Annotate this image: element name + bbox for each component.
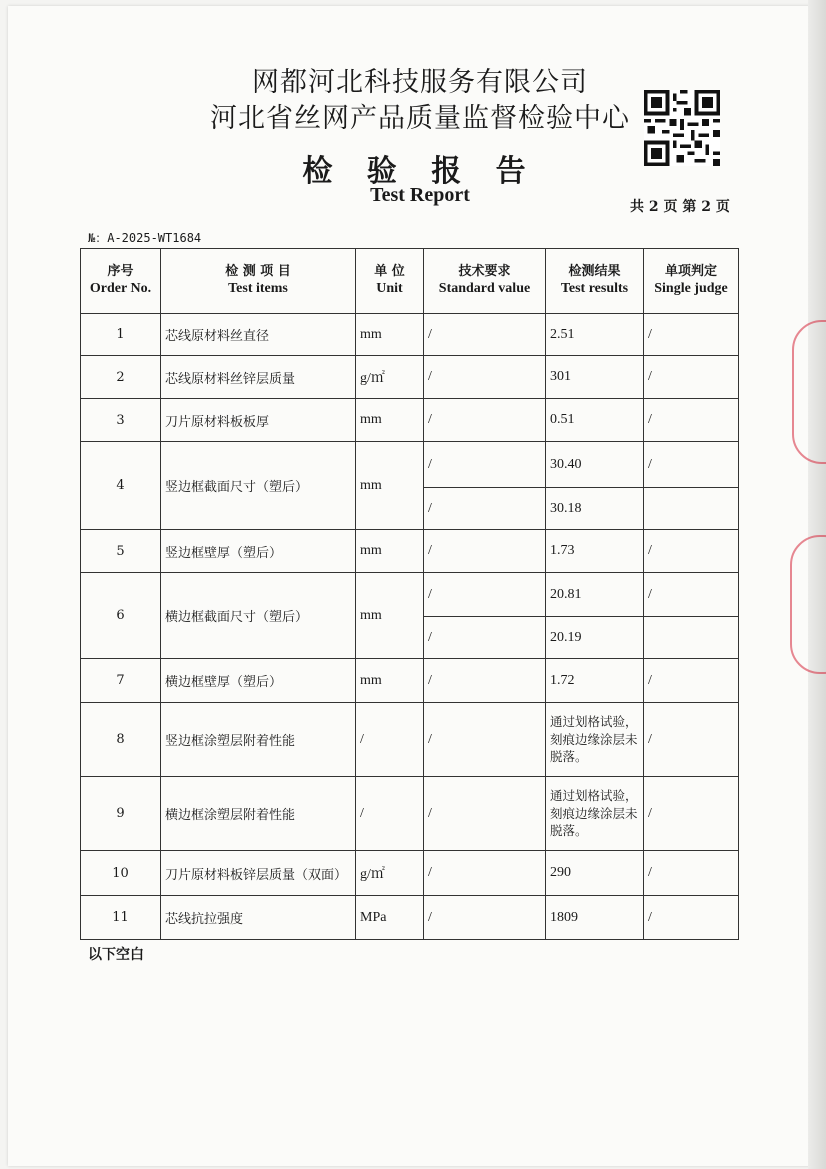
unit: g/㎡ <box>356 851 424 896</box>
order-no: 1 <box>81 314 161 356</box>
test-result: 30.18 <box>546 488 644 530</box>
unit: / <box>356 703 424 777</box>
unit: mm <box>356 573 424 659</box>
order-no: 3 <box>81 399 161 442</box>
test-item: 竖边框涂塑层附着性能 <box>161 703 356 777</box>
company-name: 网都河北科技服务有限公司 <box>252 67 588 98</box>
table-row <box>81 356 739 399</box>
single-judge-empty <box>644 488 739 530</box>
standard-value: / <box>424 851 546 896</box>
standard-value: / <box>424 356 546 399</box>
col-test-items: 检 测 项 目 Test items <box>161 249 356 314</box>
table-row <box>81 659 739 703</box>
standard-value: / <box>424 573 546 617</box>
unit: MPa <box>356 896 424 940</box>
order-no: 7 <box>81 659 161 703</box>
single-judge: / <box>644 573 739 617</box>
single-judge: / <box>644 356 739 399</box>
col-single-judge: 单项判定 Single judge <box>644 249 739 314</box>
col-order-no: 序号 Order No. <box>81 249 161 314</box>
test-item: 芯线抗拉强度 <box>161 896 356 940</box>
standard-value: / <box>424 530 546 573</box>
table-row <box>81 703 739 777</box>
unit: mm <box>356 659 424 703</box>
table-row <box>81 896 739 940</box>
standard-value: / <box>424 314 546 356</box>
order-no: 9 <box>81 777 161 851</box>
single-judge: / <box>644 399 739 442</box>
standard-value: / <box>424 442 546 488</box>
test-item: 刀片原材料板板厚 <box>161 399 356 442</box>
single-judge: / <box>644 896 739 940</box>
standard-value: / <box>424 617 546 659</box>
unit: / <box>356 777 424 851</box>
test-item: 竖边框截面尺寸（塑后） <box>161 442 356 530</box>
report-title-en: Test Report <box>370 184 470 206</box>
table-header-row <box>81 249 739 314</box>
unit: mm <box>356 530 424 573</box>
report-number: №：A-2025-WT1684 <box>88 231 202 245</box>
red-seal-stamp <box>790 535 826 674</box>
single-judge-empty <box>644 617 739 659</box>
blank-below-note: 以下空白 <box>88 947 144 963</box>
single-judge: / <box>644 851 739 896</box>
test-result: 20.81 <box>546 573 644 617</box>
standard-value: / <box>424 399 546 442</box>
table-row <box>81 314 739 356</box>
table-row <box>81 777 739 851</box>
unit: mm <box>356 314 424 356</box>
single-judge: / <box>644 659 739 703</box>
test-item: 芯线原材料丝锌层质量 <box>161 356 356 399</box>
table-row <box>81 442 739 488</box>
page-indicator: 共 2 页 第 2 页 <box>630 199 730 215</box>
order-no: 2 <box>81 356 161 399</box>
test-result: 20.19 <box>546 617 644 659</box>
red-seal-stamp <box>792 320 826 464</box>
col-unit: 单 位 Unit <box>356 249 424 314</box>
single-judge: / <box>644 442 739 488</box>
test-result: 290 <box>546 851 644 896</box>
test-result: 1809 <box>546 896 644 940</box>
test-item: 芯线原材料丝直径 <box>161 314 356 356</box>
unit: mm <box>356 399 424 442</box>
test-item: 横边框壁厚（塑后） <box>161 659 356 703</box>
test-result: 2.51 <box>546 314 644 356</box>
table-row <box>81 530 739 573</box>
test-result: 1.73 <box>546 530 644 573</box>
col-standard-value: 技术要求 Standard value <box>424 249 546 314</box>
test-result: 1.72 <box>546 659 644 703</box>
order-no: 11 <box>81 896 161 940</box>
standard-value: / <box>424 777 546 851</box>
col-test-results: 检测结果 Test results <box>546 249 644 314</box>
report-title-cn: 检 验 报 告 <box>302 154 538 189</box>
test-result: 0.51 <box>546 399 644 442</box>
order-no: 5 <box>81 530 161 573</box>
table-row <box>81 573 739 617</box>
single-judge: / <box>644 703 739 777</box>
standard-value: / <box>424 703 546 777</box>
single-judge: / <box>644 314 739 356</box>
table-row <box>81 399 739 442</box>
test-item: 竖边框壁厚（塑后） <box>161 530 356 573</box>
inspection-center-name: 河北省丝网产品质量监督检验中心 <box>210 103 630 134</box>
order-no: 4 <box>81 442 161 530</box>
test-item: 横边框涂塑层附着性能 <box>161 777 356 851</box>
standard-value: / <box>424 659 546 703</box>
table-row <box>81 851 739 896</box>
unit: mm <box>356 442 424 530</box>
order-no: 10 <box>81 851 161 896</box>
order-no: 6 <box>81 573 161 659</box>
standard-value: / <box>424 488 546 530</box>
test-item: 刀片原材料板锌层质量（双面） <box>161 851 356 896</box>
test-result: 通过划格试验，刻痕边缘涂层未脱落。 <box>546 777 644 851</box>
order-no: 8 <box>81 703 161 777</box>
test-results-table <box>80 248 739 940</box>
standard-value: / <box>424 896 546 940</box>
test-result: 通过划格试验，刻痕边缘涂层未脱落。 <box>546 703 644 777</box>
qr-code-icon <box>644 90 720 166</box>
single-judge: / <box>644 530 739 573</box>
test-result: 301 <box>546 356 644 399</box>
test-item: 横边框截面尺寸（塑后） <box>161 573 356 659</box>
single-judge: / <box>644 777 739 851</box>
unit: g/㎡ <box>356 356 424 399</box>
test-result: 30.40 <box>546 442 644 488</box>
